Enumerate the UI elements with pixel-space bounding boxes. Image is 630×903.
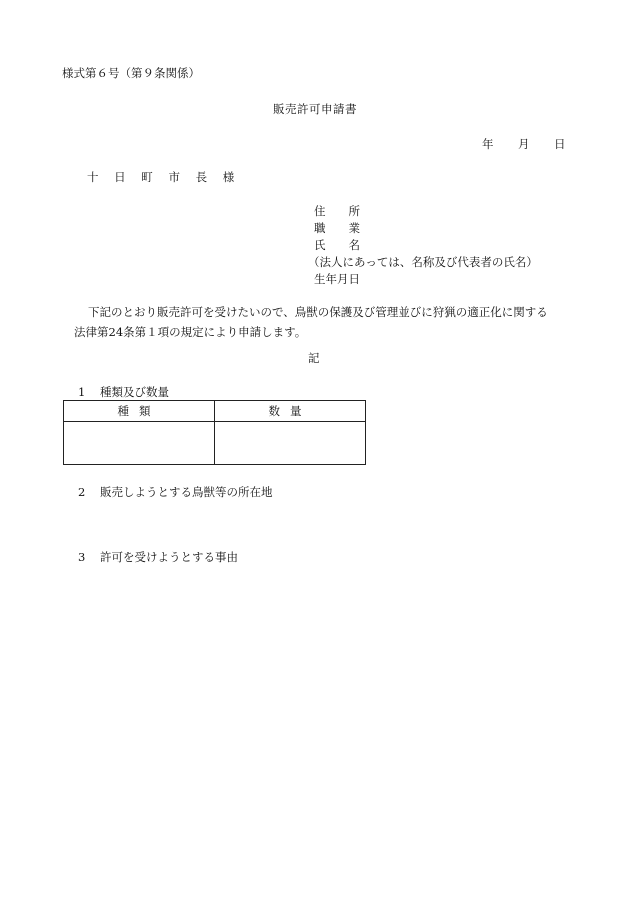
applicant-corporate-note: （法人にあっては、名称及び代表者の氏名） xyxy=(308,255,538,269)
ki-heading: 記 xyxy=(308,351,320,365)
quantity-cell[interactable] xyxy=(215,422,366,465)
section-1-label: 種類及び数量 xyxy=(100,385,169,399)
section-2-number: 2 xyxy=(78,485,86,499)
document-title: 販売許可申請書 xyxy=(273,102,357,116)
section-3-number: 3 xyxy=(78,550,86,564)
form-number: 様式第６号（第９条関係） xyxy=(62,66,200,80)
section-2-heading xyxy=(78,487,273,499)
applicant-birthdate-label: 生年月日 xyxy=(314,272,360,286)
date-year: 年 xyxy=(482,137,494,151)
statement-line-2: 法律第24条第１項の規定により申請します。 xyxy=(74,325,307,339)
applicant-name-label: 氏 名 xyxy=(314,238,360,252)
statement-line-1: 下記のとおり販売許可を受けたいので、鳥獣の保護及び管理並びに狩猟の適正化に関する xyxy=(88,305,548,319)
date-month: 月 xyxy=(518,137,530,151)
table-header-species: 種類 xyxy=(64,401,215,422)
date-day: 日 xyxy=(554,137,566,151)
section-3-heading xyxy=(78,552,238,564)
section-1-heading xyxy=(78,387,169,399)
addressee: 十 日 町 市 長 様 xyxy=(87,170,237,184)
table-row xyxy=(64,422,366,465)
table-header-quantity: 数量 xyxy=(215,401,366,422)
section-1-number: 1 xyxy=(78,385,86,399)
species-quantity-table xyxy=(63,400,366,465)
applicant-occupation-label: 職 業 xyxy=(314,221,360,235)
applicant-address-label: 住 所 xyxy=(314,204,360,218)
section-3-label: 許可を受けようとする事由 xyxy=(100,550,238,564)
species-cell[interactable] xyxy=(64,422,215,465)
section-2-label: 販売しようとする鳥獣等の所在地 xyxy=(100,485,273,499)
application-statement xyxy=(74,302,574,342)
